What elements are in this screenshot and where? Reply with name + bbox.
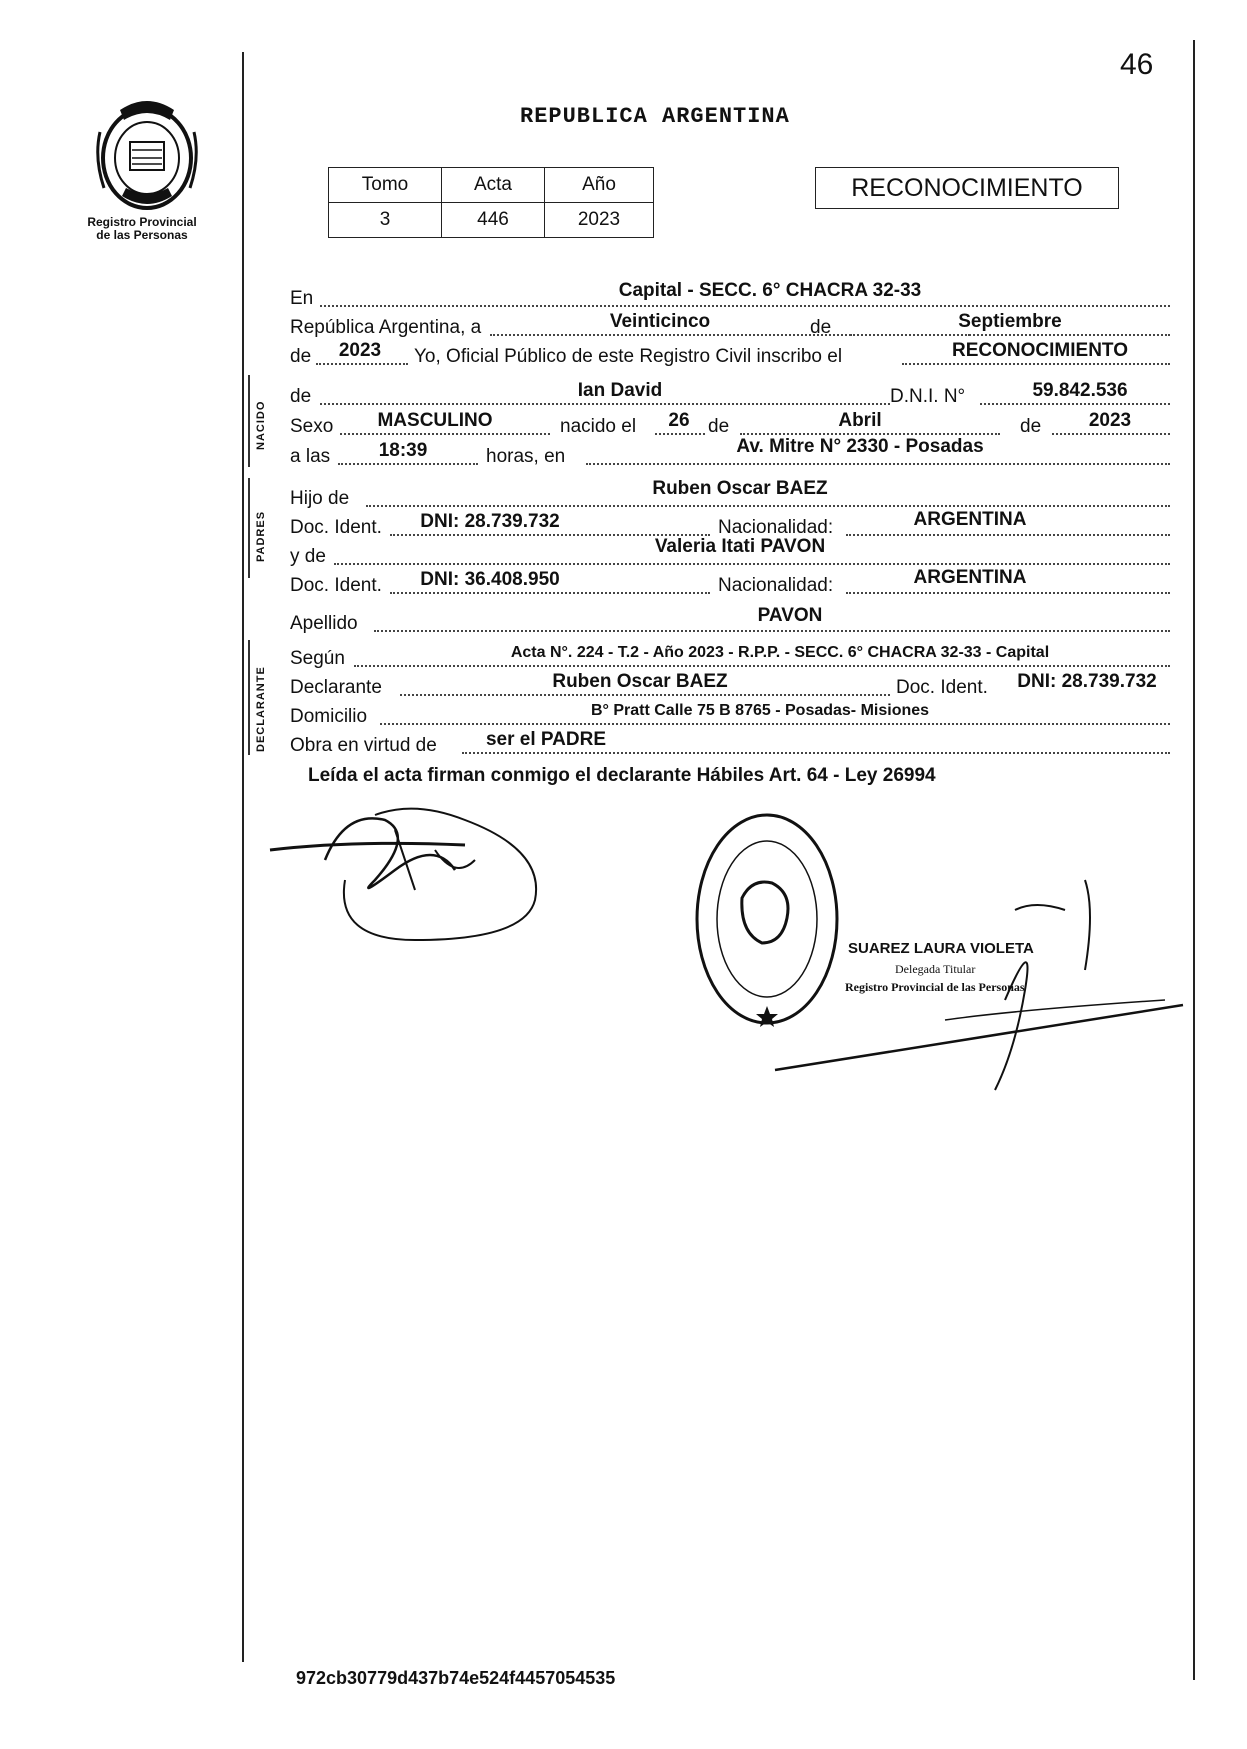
value-sexo: MASCULINO — [377, 410, 493, 431]
value-birth-time: 18:39 — [378, 440, 428, 461]
value-month: Septiembre — [958, 311, 1062, 332]
registry-table — [328, 167, 654, 238]
label-doc-ident: Doc. Ident. — [290, 517, 382, 538]
value-place: Capital - SECC. 6° CHACRA 32-33 — [618, 280, 922, 301]
right-margin-line — [1193, 40, 1195, 1680]
dotted-line — [400, 694, 890, 696]
dotted-line — [354, 665, 1170, 667]
label-de: de — [290, 386, 312, 407]
section-label-declarante: DECLARANTE — [255, 666, 267, 752]
value-act-type: RECONOCIMIENTO — [952, 340, 1128, 361]
label-de: de — [1020, 416, 1042, 437]
dotted-line — [320, 305, 1170, 307]
page-number: 46 — [1120, 48, 1154, 81]
label-de: de — [290, 346, 312, 367]
label-horas-en: horas, en — [486, 446, 566, 467]
document-hash: 972cb30779d437b74e524f4457054535 — [296, 1668, 616, 1688]
row-father-doc — [290, 509, 1170, 539]
dotted-line — [655, 433, 705, 435]
dotted-line — [334, 563, 1170, 565]
row-father — [290, 480, 1170, 510]
logo-label-line2: de las Personas — [96, 228, 188, 242]
dotted-line — [366, 505, 1170, 507]
dotted-line — [338, 463, 478, 465]
label-nacionalidad: Nacionalidad: — [718, 575, 834, 596]
label-de: de — [810, 317, 832, 338]
row-obra — [290, 727, 1170, 757]
value-birth-month: Abril — [838, 410, 882, 431]
row-declarante — [290, 669, 1170, 699]
value-birth-place: Av. Mitre N° 2330 - Posadas — [736, 436, 984, 457]
row-sexo — [290, 408, 1170, 438]
dotted-line — [380, 723, 1170, 725]
value-mother-name: Valeria Itati PAVON — [654, 536, 826, 557]
header-anio: Año — [545, 168, 654, 203]
dotted-line — [740, 433, 1000, 435]
row-segun — [290, 640, 1170, 670]
value-father-doc: DNI: 28.739.732 — [420, 511, 560, 532]
label-dni: D.N.I. N° — [890, 386, 966, 407]
label-segun: Según — [290, 648, 345, 669]
value-acta: 446 — [442, 203, 545, 238]
value-child-dni: 59.842.536 — [1032, 380, 1128, 401]
dotted-line — [850, 334, 1170, 336]
label-hijo-de: Hijo de — [290, 488, 350, 509]
officer-title: Delegada Titular — [895, 962, 976, 976]
value-father-name: Ruben Oscar BAEZ — [652, 478, 828, 499]
value-father-nationality: ARGENTINA — [913, 509, 1027, 530]
row-name — [290, 378, 1170, 408]
value-day: Veinticinco — [609, 311, 711, 332]
dotted-line — [320, 403, 890, 405]
label-declarante: Declarante — [290, 677, 382, 698]
closing-statement-text: Leída el acta firman conmigo el declarante Hábiles Art. 64 - Ley 26994 — [308, 765, 936, 786]
value-anio: 2023 — [545, 203, 654, 238]
label-doc-ident: Doc. Ident. — [290, 575, 382, 596]
section-label-nacido: NACIDO — [255, 400, 267, 450]
value-tomo: 3 — [329, 203, 442, 238]
value-birth-day: 26 — [668, 410, 690, 431]
dotted-line — [462, 752, 1170, 754]
label-doc-ident: Doc. Ident. — [896, 677, 988, 698]
logo-label-line1: Registro Provincial — [87, 215, 197, 229]
header-tomo: Tomo — [329, 168, 442, 203]
provincial-seal-logo — [92, 92, 202, 214]
row-republica — [290, 309, 1170, 339]
label-domicilio: Domicilio — [290, 706, 368, 727]
document-type-box: RECONOCIMIENTO — [815, 167, 1119, 209]
section-bar-nacido — [248, 375, 250, 467]
label-sexo: Sexo — [290, 416, 334, 437]
label-republica: República Argentina, a — [290, 317, 482, 338]
value-birth-year: 2023 — [1088, 410, 1132, 431]
dotted-line — [1052, 433, 1170, 435]
section-bar-padres — [248, 478, 250, 578]
value-declarante-doc: DNI: 28.739.732 — [1017, 671, 1157, 692]
label-de: de — [708, 416, 730, 437]
row-en — [290, 280, 1170, 310]
dotted-line — [846, 534, 1170, 536]
value-mother-doc: DNI: 36.408.950 — [420, 569, 560, 590]
logo-label — [62, 216, 222, 242]
document-title: REPUBLICA ARGENTINA — [520, 104, 790, 129]
section-label-padres: PADRES — [255, 510, 267, 562]
value-declarante-name: Ruben Oscar BAEZ — [552, 671, 728, 692]
dotted-line — [316, 363, 408, 365]
dotted-line — [586, 463, 1170, 465]
officer-name: SUAREZ LAURA VIOLETA — [848, 940, 1034, 957]
value-segun: Acta N°. 224 - T.2 - Año 2023 - R.P.P. - SECC. 6° CHACRA 32-33 - Capital — [510, 644, 1050, 661]
label-inscribo: Yo, Oficial Público de este Registro Civil inscribo el — [414, 346, 843, 367]
value-obra: ser el PADRE — [485, 729, 607, 750]
label-apellido: Apellido — [290, 613, 358, 634]
value-child-name: Ian David — [577, 380, 663, 401]
label-obra: Obra en virtud de — [290, 735, 437, 756]
row-apellido — [290, 605, 1170, 635]
row-domicilio — [290, 698, 1170, 728]
row-mother — [290, 538, 1170, 568]
label-en: En — [290, 288, 314, 309]
officer-org: Registro Provincial de las Personas — [845, 980, 1025, 994]
dotted-line — [374, 630, 1170, 632]
header-acta: Acta — [442, 168, 545, 203]
label-nacido-el: nacido el — [560, 416, 637, 437]
row-mother-doc — [290, 567, 1170, 597]
value-mother-nationality: ARGENTINA — [913, 567, 1027, 588]
dotted-line — [390, 592, 710, 594]
dotted-line — [846, 592, 1170, 594]
dotted-line — [340, 433, 550, 435]
value-apellido: PAVON — [757, 605, 823, 626]
label-a-las: a las — [290, 446, 331, 467]
left-margin-line — [242, 52, 244, 1662]
label-y-de: y de — [290, 546, 326, 567]
value-domicilio: B° Pratt Calle 75 B 8765 - Posadas- Misiones — [590, 702, 930, 719]
dotted-line — [980, 403, 1170, 405]
row-time — [290, 438, 1170, 468]
value-year: 2023 — [338, 340, 382, 361]
dotted-line — [902, 363, 1170, 365]
row-year — [290, 338, 1170, 368]
section-bar-declarante — [248, 640, 250, 755]
label-nacionalidad: Nacionalidad: — [718, 517, 834, 538]
declarant-signature — [265, 790, 565, 960]
